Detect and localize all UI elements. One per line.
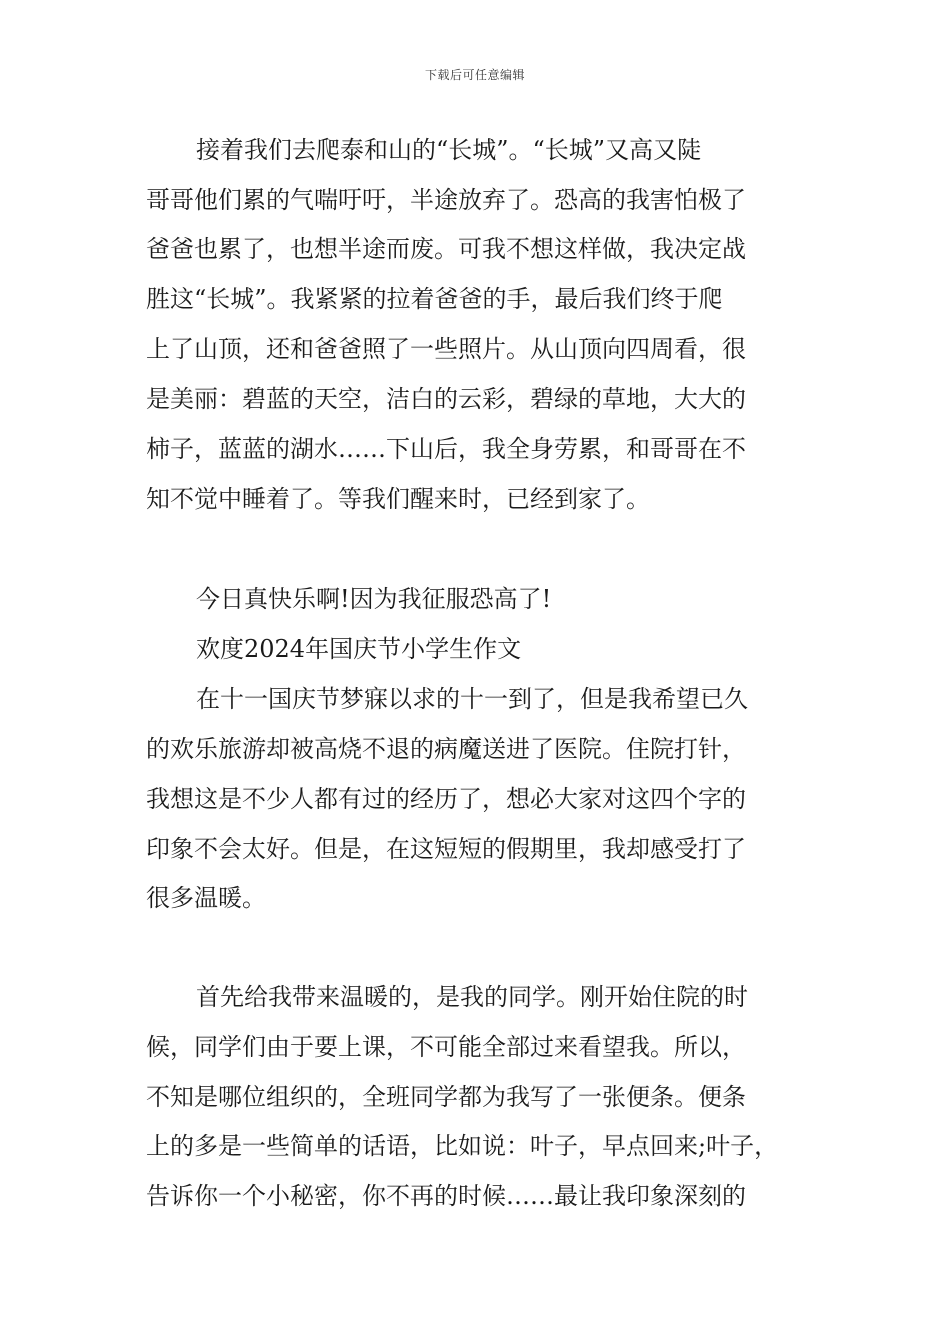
text-line: 上的多是一些简单的话语，比如说：叶子，早点回来;叶子， [146,1132,779,1160]
text-line: 上了山顶，还和爸爸照了一些照片。从山顶向四周看，很 [146,335,746,363]
text-line: 告诉你一个小秘密，你不再的时候……最让我印象深刻的 [146,1182,746,1210]
page-header: 下载后可任意编辑 [424,68,525,82]
text-line: 我想这是不少人都有过的经历了，想必大家对这四个字的 [146,785,746,813]
text-line: 知不觉中睡着了。等我们醒来时，已经到家了。 [146,485,650,513]
text-line: 很多温暖。 [146,884,266,912]
text-line: 在十一国庆节梦寐以求的十一到了，但是我希望已久 [196,685,748,713]
text-line: 的欢乐旅游却被高烧不退的病魔送进了医院。住院打针， [146,735,746,763]
text-line: 今日真快乐啊!因为我征服恐高了! [196,585,552,613]
text-line: 不知是哪位组织的，全班同学都为我写了一张便条。便条 [146,1083,746,1111]
text-line: 爸爸也累了，也想半途而废。可我不想这样做，我决定战 [146,235,746,263]
text-line: 哥哥他们累的气喘吁吁，半途放弃了。恐高的我害怕极了 [146,186,746,214]
text-line: 印象不会太好。但是，在这短短的假期里，我却感受打了 [146,835,746,863]
essay-title: 欢度2024年国庆节小学生作文 [196,635,522,663]
text-line: 柿子，蓝蓝的湖水……下山后，我全身劳累，和哥哥在不 [146,435,746,463]
text-line: 接着我们去爬泰和山的“长城”。“长城”又高又陡 [196,136,702,164]
text-line: 首先给我带来温暖的，是我的同学。刚开始住院的时 [196,983,748,1011]
text-line: 胜这“长城”。我紧紧的拉着爸爸的手，最后我们终于爬 [146,285,723,313]
text-line: 是美丽：碧蓝的天空，洁白的云彩，碧绿的草地，大大的 [146,385,746,413]
text-line: 候，同学们由于要上课，不可能全部过来看望我。所以， [146,1033,746,1061]
